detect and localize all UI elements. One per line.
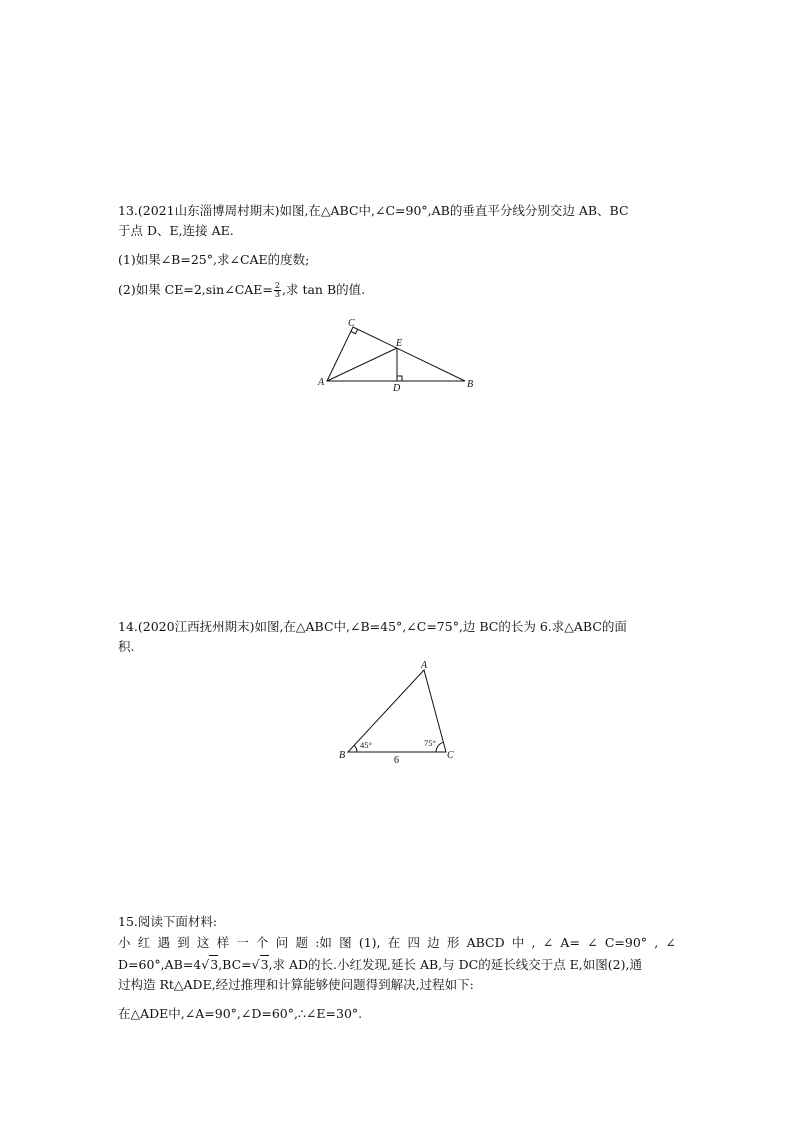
q13-line1: 13.(2021山东淄博周村期末)如图,在△ABC中,∠C=90°,AB的垂直平分线分别交边 AB、BC [118, 203, 629, 218]
q13-fraction-num: 2 [274, 281, 280, 290]
q13-label-c: C [348, 318, 355, 329]
q13-part2-suffix: ,求 tan B的值. [282, 282, 366, 297]
q15-line2-token: 个 [256, 935, 269, 950]
q13-fraction [274, 282, 281, 299]
q15-line3-b: ,BC= [218, 957, 252, 972]
sqrt-icon: √ [201, 957, 210, 972]
q14-angle-arc-b [354, 745, 357, 752]
q13-label-a: A [318, 377, 325, 388]
q14-angle-b-label: 45° [360, 740, 372, 750]
q14-label-c: C [447, 750, 454, 761]
q13-segment-ae [327, 348, 397, 381]
q15-line3-c: ,求 AD的长.小红发现,延长 AB,与 DC的延长线交于点 E,如图(2),通 [268, 957, 642, 972]
q14-side-bc-label: 6 [394, 755, 399, 766]
sqrt-icon: √ [251, 957, 260, 972]
q14-line1: 14.(2020江西抚州期末)如图,在△ABC中,∠B=45°,∠C=75°,边 BC的长为 6.求△ABC的面 [118, 619, 627, 634]
q13-right-angle-d [397, 376, 402, 381]
q15-line2-token: C=90° [604, 935, 648, 950]
q15-line2-token: ∠ [587, 935, 598, 950]
q15-line2 [118, 934, 676, 952]
q15-line4: 过构造 Rt△ADE,经过推理和计算能够使问题得到解决,过程如下: [118, 977, 474, 992]
q15-line2-token: 四 [407, 935, 420, 950]
q15-line2-token: ABCD [466, 935, 505, 950]
q15-line2-token: 红 [137, 935, 151, 950]
q13-triangle-abc [327, 327, 465, 381]
q15-line2-token: 中 [511, 935, 525, 950]
q15-line2-token: A= [560, 935, 580, 950]
q15-line2-token: 这 [196, 935, 210, 950]
q14-line2: 积. [118, 639, 135, 654]
q14-angle-c-label: 75° [424, 738, 436, 748]
q15-line2-token: 在 [387, 935, 401, 950]
q15-line2-token: 形 [446, 935, 460, 950]
q15-sqrt1: 3 [210, 957, 219, 972]
q15-line2-token: , [654, 935, 659, 950]
q15-line2-token: 题 [295, 935, 308, 950]
q15-line2-token: 边 [427, 935, 440, 950]
q15-title: 15.阅读下面材料: [118, 914, 218, 929]
q14-label-b: B [339, 750, 346, 761]
q15-line2-token: 小 [118, 935, 131, 950]
q15-line2-token: (1), [358, 935, 381, 950]
q13-part1: (1)如果∠B=25°,求∠CAE的度数; [118, 252, 310, 267]
q15-line5: 在△ADE中,∠A=90°,∠D=60°,∴∠E=30°. [118, 1006, 363, 1021]
q15-line2-token: ∠ [542, 935, 554, 950]
q15-line2-token: :如 [315, 935, 332, 950]
q13-line2: 于点 D、E,连接 AE. [118, 223, 234, 238]
q13-label-d: D [393, 383, 401, 394]
q15-line2-token: 样 [216, 935, 230, 950]
q15-line2-token: 问 [275, 935, 289, 950]
q15-line3 [118, 955, 642, 974]
q14-label-a: A [421, 660, 428, 671]
q15-line2-token: 到 [177, 935, 190, 950]
q15-line2-token: 一 [236, 935, 249, 950]
q15-line2-token: , [531, 935, 536, 950]
q15-line2-token: 遇 [157, 935, 170, 950]
q13-label-e: E [396, 338, 403, 349]
q14-figure [330, 655, 465, 767]
q14-angle-arc-c [436, 742, 443, 752]
q15-line3-a: D=60°,AB=4 [118, 957, 202, 972]
q13-part2 [118, 281, 365, 299]
q13-part2-prefix: (2)如果 CE=2,sin∠CAE= [118, 282, 273, 297]
q13-fraction-den: 3 [274, 290, 280, 299]
q15-line2-token: 图 [339, 935, 352, 950]
q15-line2-token: ∠ [665, 935, 676, 950]
q13-label-b: B [467, 379, 474, 390]
q13-figure [310, 312, 490, 394]
q15-sqrt2: 3 [260, 957, 269, 972]
